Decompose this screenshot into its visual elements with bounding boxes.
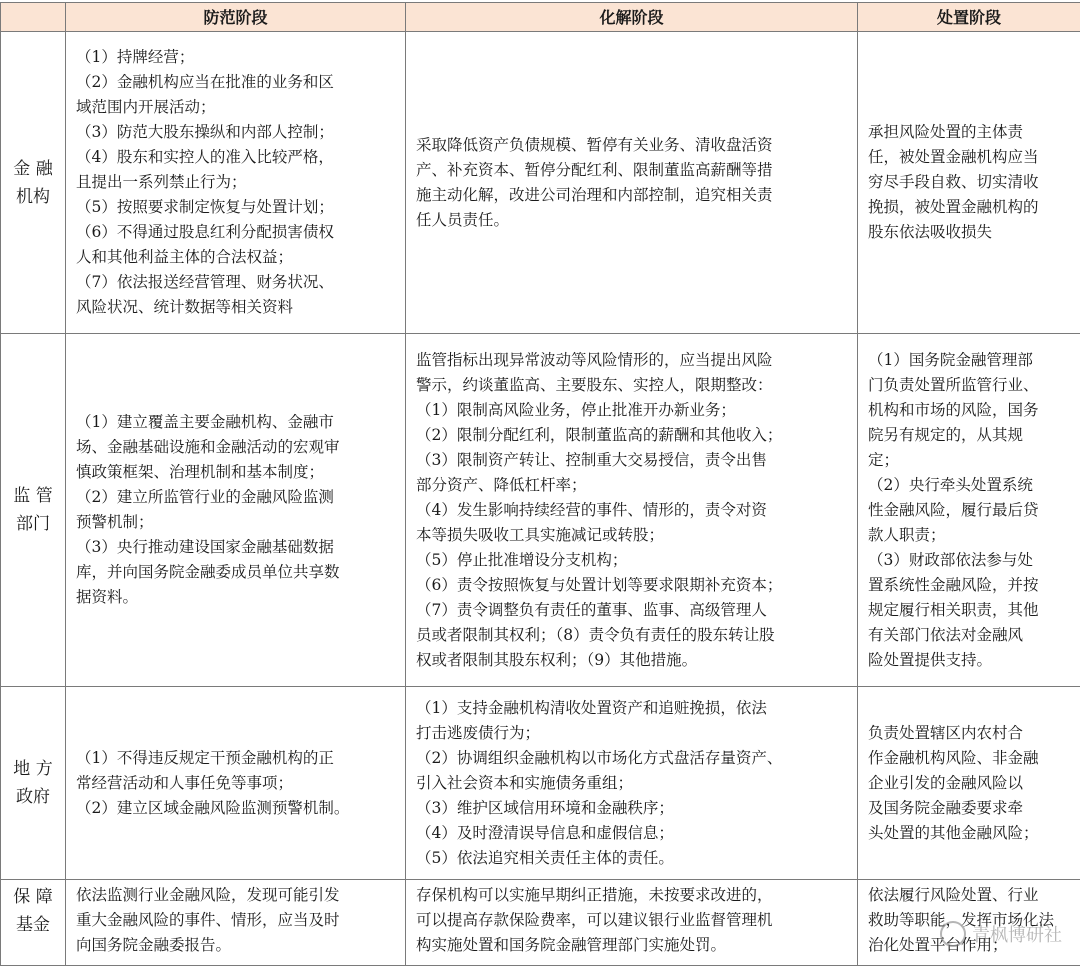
cell-line: （5）依法追究相关责任主体的责任。: [416, 848, 674, 867]
table-row: [1, 32, 1080, 334]
cell-line: （7）依法报送经营管理、财务状况、: [76, 273, 334, 291]
cell-line: （1）不得违反规定干预金融机构的正: [76, 748, 334, 767]
cell-line: 场、金融基础设施和金融活动的宏观审: [76, 438, 340, 456]
cell-line: 人和其他利益主体的合法权益；: [76, 248, 294, 266]
cell-line: 定；: [868, 450, 900, 469]
table-row: [1, 687, 1080, 880]
cell-line: 重大金融风险的事件、情形，应当及时: [76, 911, 340, 929]
cell-line: 任，被处置金融机构应当: [868, 148, 1039, 166]
cell-line: （5）按照要求制定恢复与处置计划；: [76, 198, 334, 216]
disposal-cell: [858, 32, 1080, 334]
cell-line: 门负责处置所监管行业、: [868, 375, 1039, 394]
row-label-line: 保 障: [13, 887, 53, 907]
row-label: [1, 32, 66, 334]
cell-line: 依法监测行业金融风险，发现可能引发: [76, 886, 340, 904]
resolution-cell: [406, 687, 858, 880]
cell-line: （4）发生影响持续经营的事件、情形的，责令对资: [416, 500, 767, 519]
cell-line: 院另有规定的，从其规: [868, 425, 1024, 444]
cell-line: （3）财政部依法参与处: [868, 550, 1033, 569]
cell-line: 险处置提供支持。: [868, 650, 993, 669]
cell-line: 施主动化解，改进公司治理和内部控制，追究相关责: [416, 185, 773, 204]
table-row: [1, 880, 1080, 966]
risk-stage-table: [0, 2, 1080, 966]
header-disposal: 处置阶段: [858, 3, 1080, 32]
header-prevention: 防范阶段: [66, 3, 406, 32]
row-label-line: 地 方: [13, 759, 53, 779]
cell-line: 及国务院金融委要求牵: [868, 798, 1024, 817]
cell-line: 作金融机构风险、非金融: [868, 748, 1039, 767]
cell-line: 穷尽手段自救、切实清收: [868, 173, 1039, 191]
header-corner: [1, 3, 66, 32]
cell-line: 任人员责任。: [416, 210, 510, 229]
table-row: [1, 334, 1080, 687]
cell-line: （2）建立所监管行业的金融风险监测: [76, 488, 334, 506]
cell-line: 有关部门依法对金融风: [868, 625, 1024, 644]
cell-line: （3）防范大股东操纵和内部人控制；: [76, 123, 334, 141]
watermark: [940, 921, 1062, 947]
cell-line: （1）国务院金融管理部: [868, 350, 1033, 369]
prevention-cell: [66, 880, 406, 966]
cell-line: （3）限制资产转让、控制重大交易授信，责令出售: [416, 450, 767, 469]
cell-line: 机构和市场的风险，国务: [868, 400, 1039, 419]
cell-line: 性金融风险，履行最后贷: [868, 500, 1039, 519]
cell-line: （6）责令按照恢复与处置计划等要求限期补充资本；: [416, 575, 783, 594]
cell-line: （1）支持金融机构清收处置资产和追赃挽损，依法: [416, 698, 767, 717]
row-label-line: 机构: [16, 186, 50, 207]
row-label: [1, 687, 66, 880]
cell-line: （2）限制分配红利，限制董监高的薪酬和其他收入；: [416, 425, 783, 444]
cell-line: 存保机构可以实施早期纠正措施，未按要求改进的，: [416, 886, 773, 904]
cell-line: 且提出一系列禁止行为；: [76, 173, 247, 191]
row-label-line: 政府: [16, 787, 50, 807]
cell-line: （2）央行牵头处置系统: [868, 475, 1033, 494]
cell-line: （4）及时澄清误导信息和虚假信息；: [416, 823, 674, 842]
cell-line: 负责处置辖区内农村合: [868, 723, 1024, 742]
cell-line: 警示，约谈董监高、主要股东、实控人，限期整改：: [416, 375, 773, 394]
cell-line: 本等损失吸收工具实施减记或转股；: [416, 525, 665, 544]
cell-line: 打击逃废债行为；: [416, 723, 541, 742]
cell-line: （1）建立覆盖主要金融机构、金融市: [76, 413, 334, 431]
cell-line: 向国务院金融委报告。: [76, 936, 232, 954]
cell-line: （3）央行推动建设国家金融基础数据: [76, 538, 334, 556]
cell-line: （4）股东和实控人的准入比较严格，: [76, 148, 334, 166]
cell-line: 部分资产、降低杠杆率；: [416, 475, 587, 494]
row-label: [1, 334, 66, 687]
cell-line: 头处置的其他金融风险；: [868, 823, 1039, 842]
prevention-cell: [66, 687, 406, 880]
prevention-cell: [66, 32, 406, 334]
cell-line: 预警机制；: [76, 513, 154, 531]
cell-line: 企业引发的金融风险以: [868, 773, 1024, 792]
cell-line: （2）金融机构应当在批准的业务和区: [76, 73, 334, 91]
cell-line: 库，并向国务院金融委成员单位共享数: [76, 563, 340, 581]
cell-line: （6）不得通过股息红利分配损害债权: [76, 223, 334, 241]
cell-line: 救助等职能，发挥市场化法: [868, 911, 1055, 929]
cell-line: 产、补充资本、暂停分配红利、限制董监高薪酬等措: [416, 160, 773, 179]
row-label-line: 基金: [16, 915, 50, 935]
cell-line: 构实施处置和国务院金融管理部门实施处罚。: [416, 936, 727, 954]
cell-line: 员或者限制其权利；（8）责令负有责任的股东转让股: [416, 625, 775, 644]
header-resolution: 化解阶段: [406, 3, 858, 32]
cell-line: 承担风险处置的主体责: [868, 123, 1024, 141]
cell-line: 权或者限制其股东权利；（9）其他措施。: [416, 650, 698, 669]
cell-line: 据资料。: [76, 588, 139, 606]
cell-line: 依法履行风险处置、行业: [868, 886, 1039, 904]
cell-line: 可以提高存款保险费率，可以建议银行业监督管理机: [416, 911, 773, 929]
resolution-cell: [406, 32, 858, 334]
wechat-icon: [940, 921, 966, 947]
cell-line: 挽损，被处置金融机构的: [868, 198, 1039, 216]
cell-line: （2）协调组织金融机构以市场化方式盘活存量资产、: [416, 748, 783, 767]
cell-line: 采取降低资产负债规模、暂停有关业务、清收盘活资: [416, 135, 773, 154]
cell-line: 域范围内开展活动；: [76, 98, 216, 116]
resolution-cell: [406, 334, 858, 687]
cell-line: 监管指标出现异常波动等风险情形的，应当提出风险: [416, 350, 773, 369]
row-label-line: 金 融: [13, 158, 53, 179]
cell-line: （1）限制高风险业务，停止批准开办新业务；: [416, 400, 736, 419]
prevention-cell: [66, 334, 406, 687]
resolution-cell: [406, 880, 858, 966]
cell-line: （5）停止批准增设分支机构；: [416, 550, 628, 569]
cell-line: 置系统性金融风险，并按: [868, 575, 1039, 594]
watermark-text: 青枫博研社: [972, 925, 1062, 946]
cell-line: （7）责令调整负有责任的董事、监事、高级管理人: [416, 600, 767, 619]
row-label-line: 部门: [16, 514, 50, 534]
disposal-cell: [858, 334, 1080, 687]
cell-line: 引入社会资本和实施债务重组；: [416, 773, 634, 792]
cell-line: 风险状况、统计数据等相关资料: [76, 298, 294, 316]
header-row: [1, 3, 1080, 32]
cell-line: 款人职责；: [868, 525, 946, 544]
cell-line: （2）建立区域金融风险监测预警机制。: [76, 798, 350, 817]
row-label: [1, 880, 66, 966]
cell-line: （3）维护区域信用环境和金融秩序；: [416, 798, 674, 817]
cell-line: 慎政策框架、治理机制和基本制度；: [76, 463, 325, 481]
cell-line: 常经营活动和人事任免等事项；: [76, 773, 294, 792]
cell-line: 规定履行相关职责，其他: [868, 600, 1039, 619]
disposal-cell: [858, 687, 1080, 880]
cell-line: （1）持牌经营；: [76, 48, 195, 66]
cell-line: 治化处置平台作用；: [868, 936, 1008, 954]
cell-line: 股东依法吸收损失: [868, 223, 993, 241]
row-label-line: 监 管: [13, 486, 53, 506]
